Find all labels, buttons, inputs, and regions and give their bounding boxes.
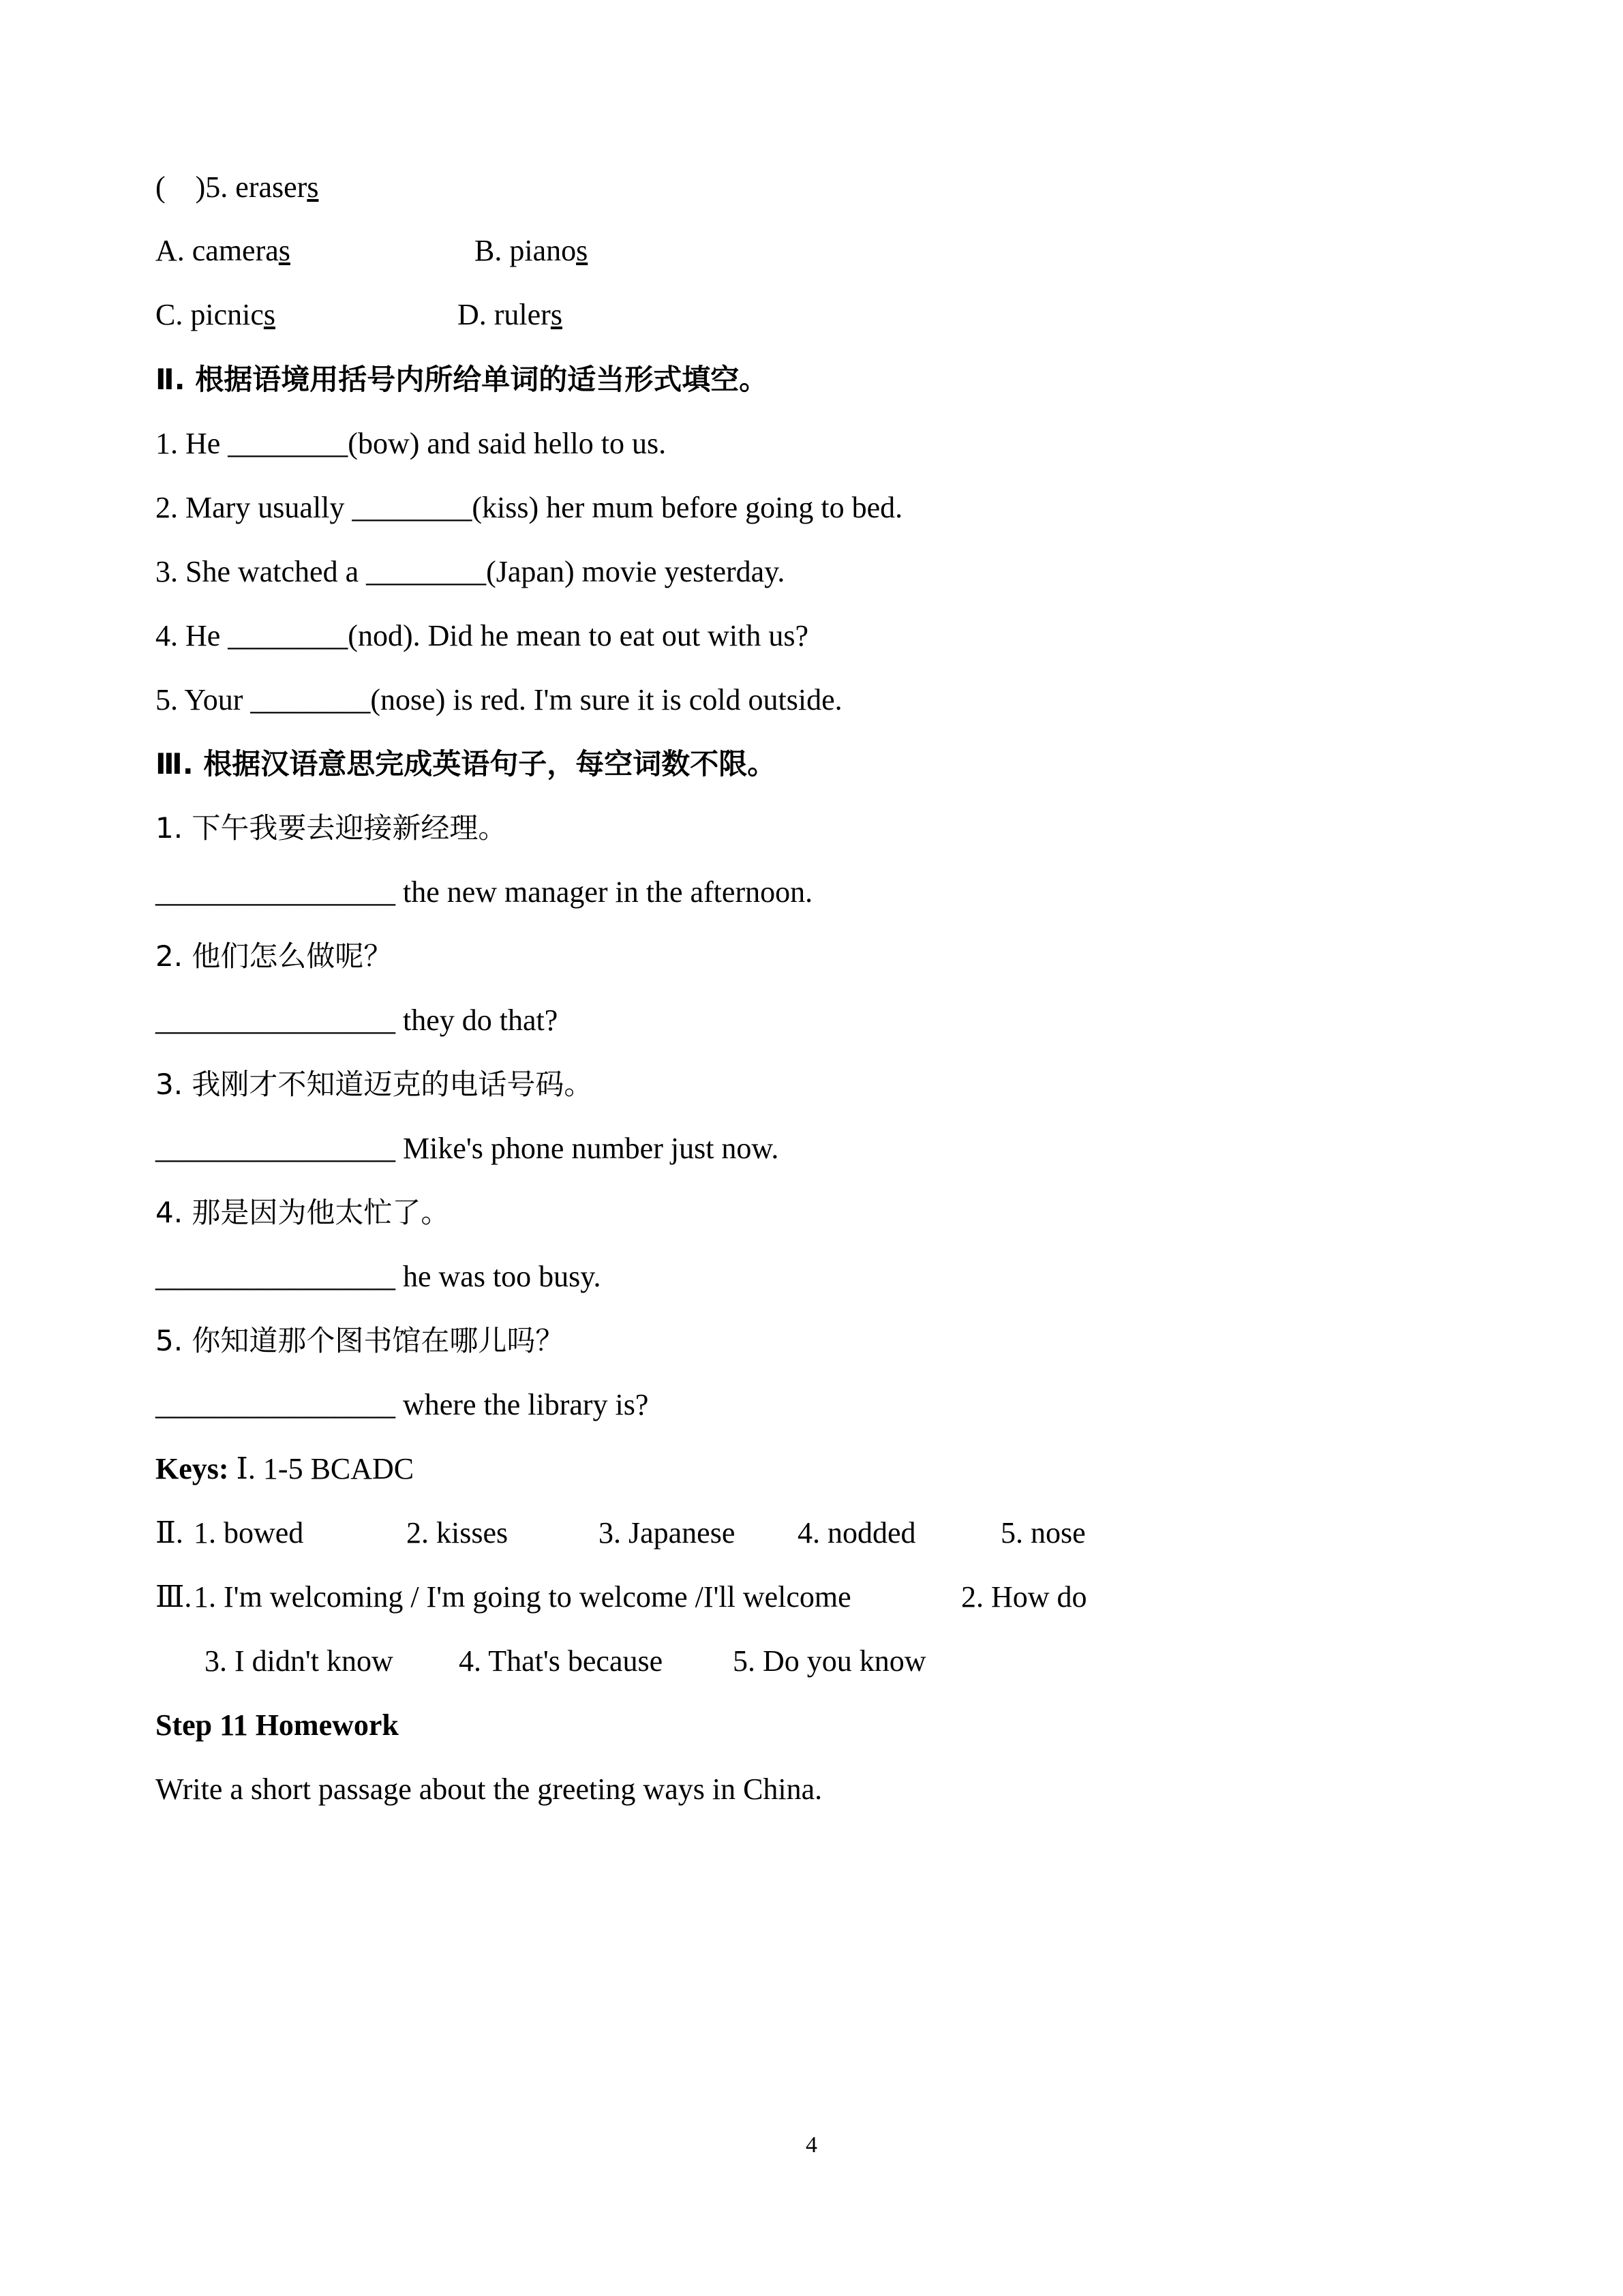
page-number: 4: [806, 2132, 817, 2158]
option-a: A. cameras: [155, 234, 290, 267]
part2-heading: Ⅱ. 根据语境用括号内所给单词的适当形式填空。: [155, 363, 768, 396]
options-row-1: [155, 230, 588, 271]
part2-item-1: 1. He ________(bow) and said hello to us.: [155, 427, 667, 460]
option-b: B. pianos: [474, 234, 588, 267]
part3-item-4-en: ________________ he was too busy.: [155, 1260, 601, 1293]
part3-item-5-cn: 5. 你知道那个图书馆在哪儿吗？: [155, 1324, 564, 1357]
question-5: ( )5. erasers: [155, 170, 319, 204]
part3-item-1-cn: 1. 下午我要去迎接新经理。: [155, 811, 507, 845]
part2-item-5: 5. Your ________(nose) is red. I'm sure it is cold outside.: [155, 683, 843, 716]
keys-part3-line1: Ⅲ.1. I'm welcoming / I'm going to welcome /I'll welcome 2. How do: [155, 1580, 1087, 1614]
keys-line: [155, 1449, 414, 1490]
homework-text: Write a short passage about the greeting ways in China.: [155, 1772, 823, 1806]
part3-item-3-cn: 3. 我刚才不知道迈克的电话号码。: [155, 1068, 593, 1101]
part2-item-2: 2. Mary usually ________(kiss) her mum before going to bed.: [155, 491, 903, 524]
part3-item-1-en: ________________ the new manager in the afternoon.: [155, 875, 813, 909]
part2-item-4: 4. He ________(nod). Did he mean to eat out with us?: [155, 619, 809, 652]
part3-item-4-cn: 4. 那是因为他太忙了。: [155, 1196, 450, 1229]
keys-part3-line2: 3. I didn't know 4. That's because 5. Do you know: [204, 1644, 926, 1678]
part2-item-3: 3. She watched a ________(Japan) movie yesterday.: [155, 555, 785, 588]
part3-item-5-en: ________________ where the library is?: [155, 1388, 649, 1421]
option-c: C. picnics: [155, 298, 275, 331]
part3-item-3-en: ________________ Mike's phone number just now.: [155, 1132, 779, 1165]
homework-title: Step 11 Homework: [155, 1708, 399, 1742]
part3-item-2-cn: 2. 他们怎么做呢？: [155, 939, 393, 973]
options-row-2: [155, 294, 562, 335]
keys-part1: Ⅰ. 1-5 BCADC: [228, 1452, 414, 1485]
keys-label: Keys:: [155, 1452, 229, 1485]
keys-part2: Ⅱ. 1. bowed 2. kisses 3. Japanese 4. nodded 5. nose: [155, 1516, 1086, 1550]
option-d: D. rulers: [457, 298, 562, 331]
part3-item-2-en: ________________ they do that?: [155, 1003, 558, 1037]
part3-heading: Ⅲ. 根据汉语意思完成英语句子，每空词数不限。: [155, 747, 776, 781]
